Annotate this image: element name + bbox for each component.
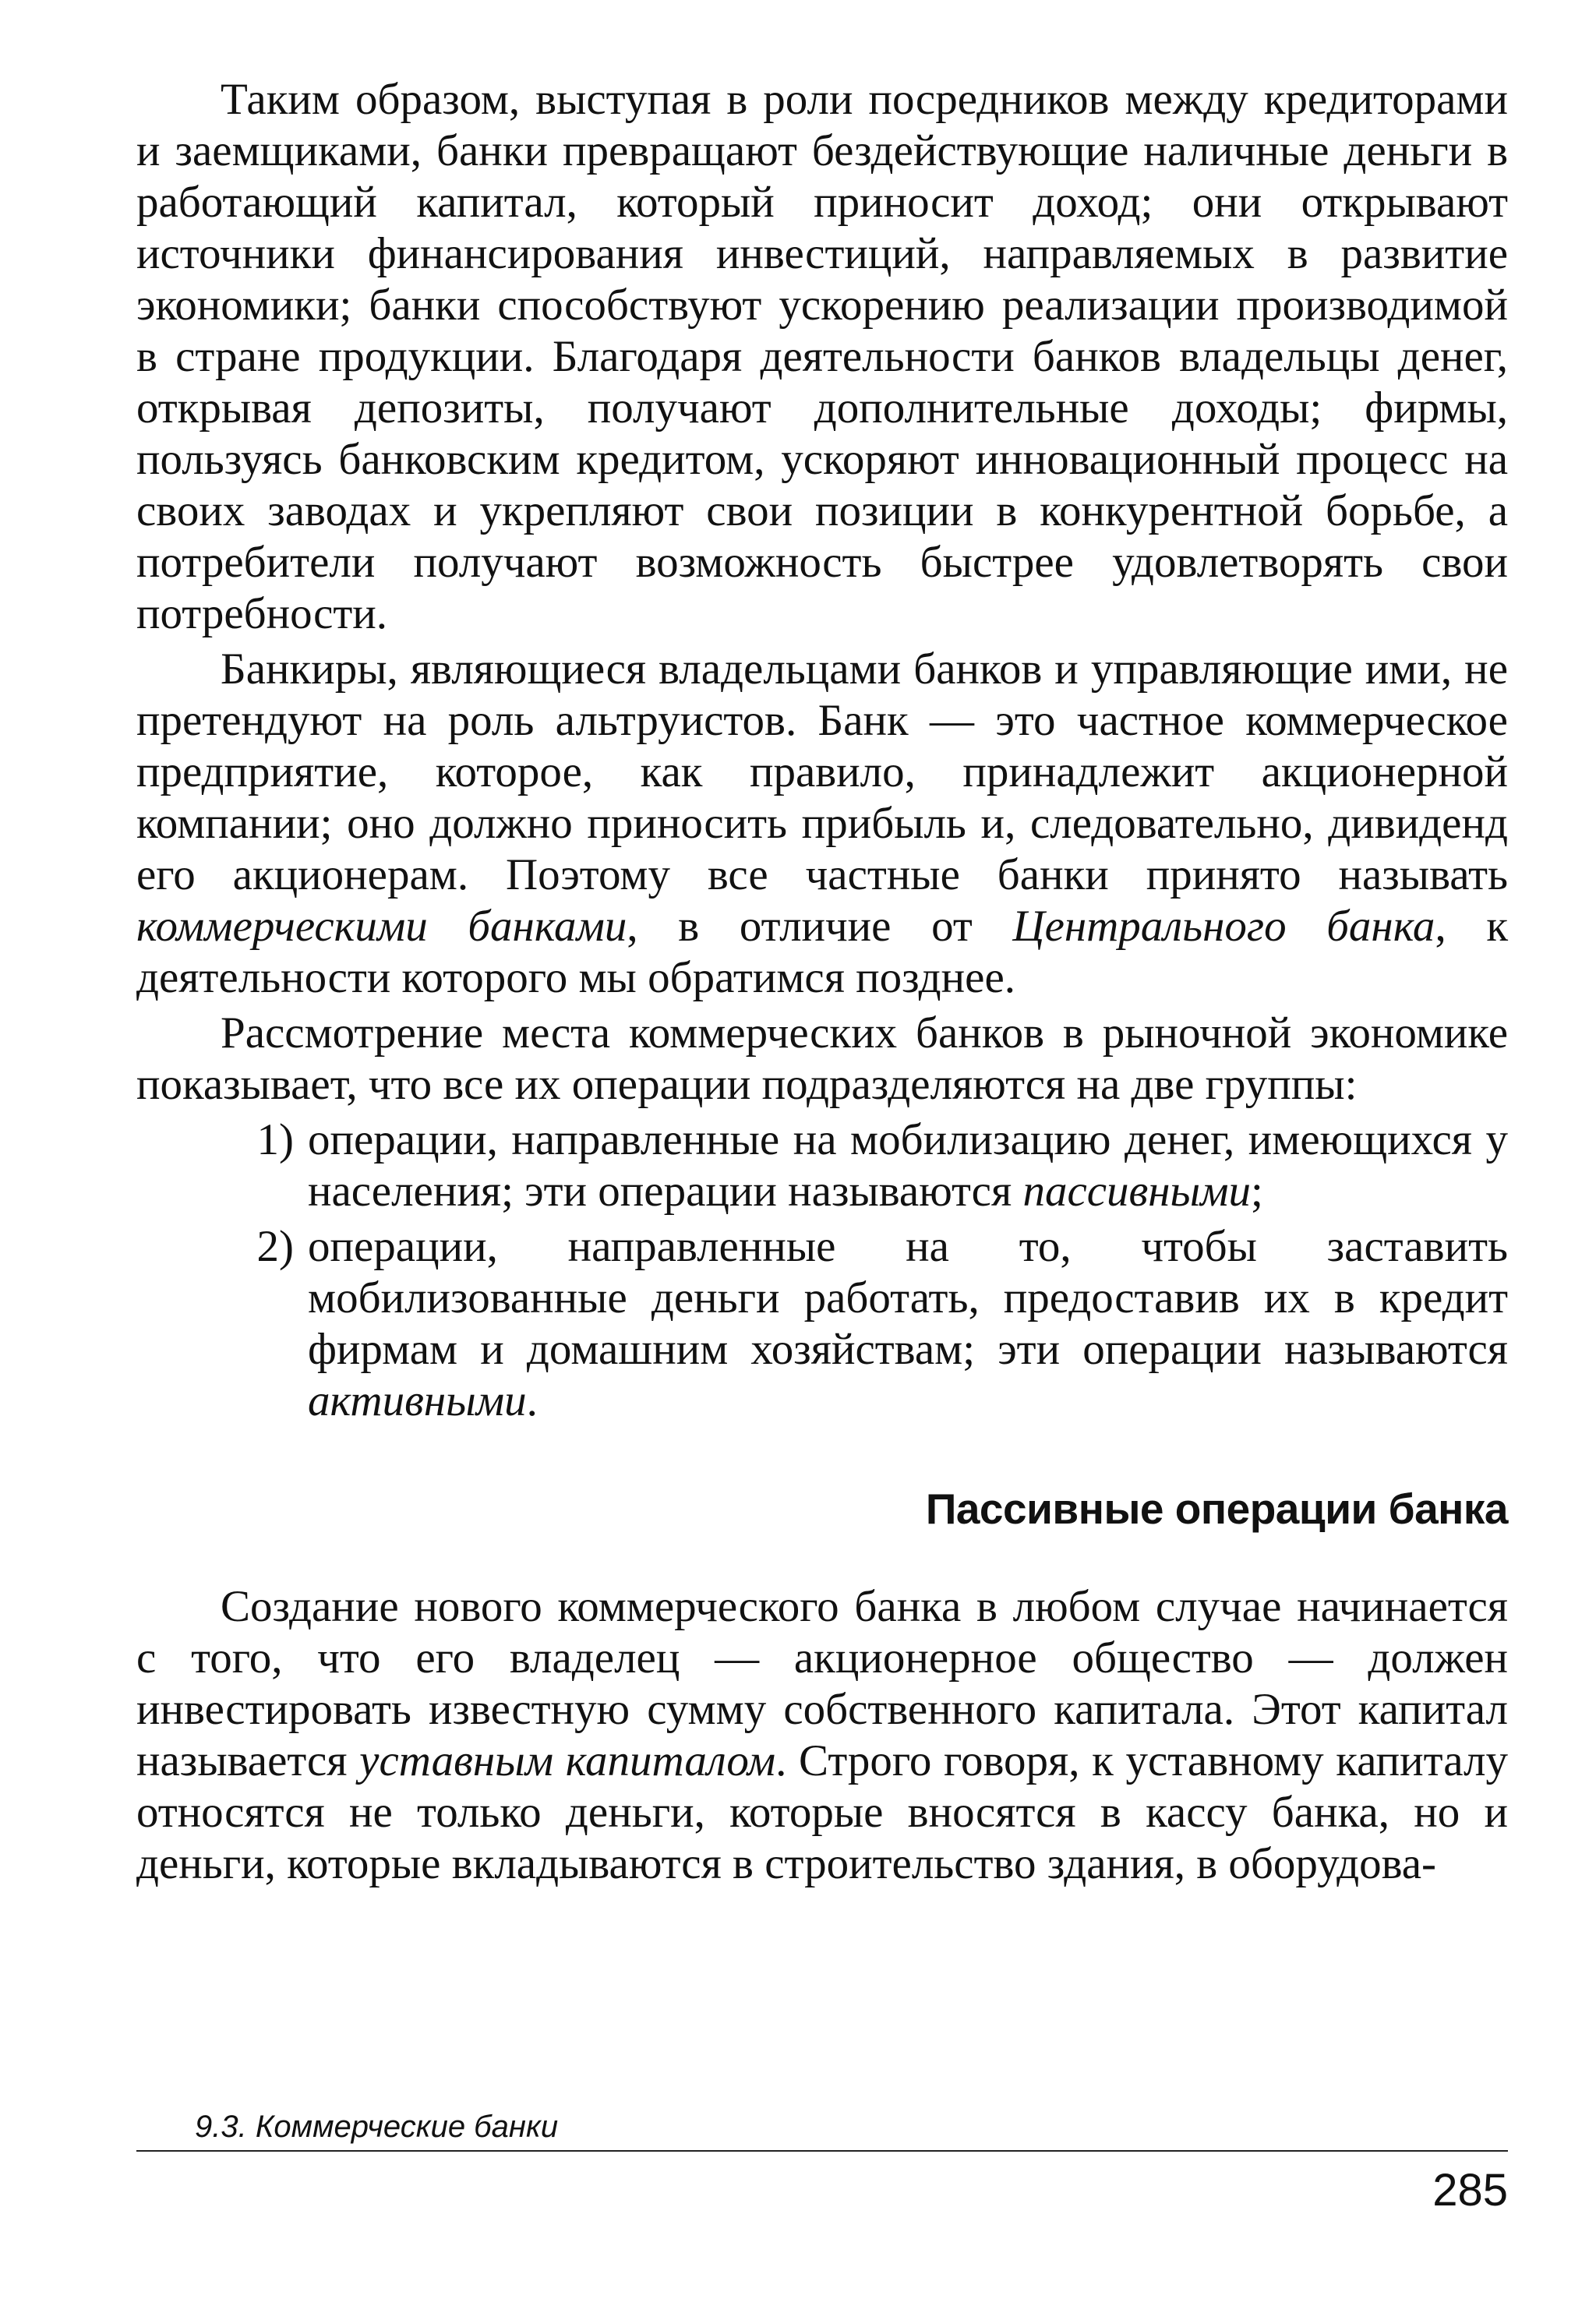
page-number: 285 xyxy=(1432,2165,1508,2216)
paragraph-4-text-a: Создание нового коммерческого банка в любом случае начинается с того, что его владелец — акционерное общество — должен инвестировать известную сумму собственного капитала. Этот капитал называется xyxy=(136,1582,1508,1785)
paragraph-1 xyxy=(136,74,1508,640)
term-passive: пассивными xyxy=(1022,1167,1252,1216)
paragraph-2 xyxy=(136,644,1508,1004)
running-title: 9.3. Коммерческие банки xyxy=(195,2110,559,2144)
paragraph-3-text: Рассмотрение места коммерческих банков в рыночной экономике показывает, что все их операции подразделяются на две группы: xyxy=(136,1008,1508,1109)
paragraph-4 xyxy=(136,1581,1508,1890)
footer-divider xyxy=(136,2150,1508,2152)
operations-list xyxy=(136,1114,1508,1427)
list-item-text xyxy=(308,1114,1508,1217)
term-charter-capital: уставным капиталом xyxy=(359,1736,776,1785)
list-item xyxy=(136,1221,1508,1427)
term-active: активными xyxy=(308,1376,527,1425)
section-heading: Пассивные операции банка xyxy=(925,1485,1508,1533)
paragraph-4-text-b: . Строго говоря, к уставному капиталу относятся не только деньги, которые вносятся в кассу банка, но и деньги, которые вкладываются в строительство здания, в оборудова- xyxy=(136,1736,1508,1888)
list-item-tail: . xyxy=(526,1376,538,1425)
list-item xyxy=(136,1114,1508,1217)
list-item-body: операции, направленные на мобилизацию денег, имеющихся у населения; эти операции называются xyxy=(308,1115,1508,1216)
page-body xyxy=(136,74,1508,1894)
paragraph-1-text: Таким образом, выступая в роли посредников между кредиторами и заемщиками, банки превращают бездействующие наличные деньги в работающий капитал, который приносит доход; они открывают источники финансирования инвестиций, направляемых в развитие экономики; банки способствуют ускорению реализации производимой в стране продукции. Благодаря деятельности банков владельцы денег, открывая депозиты, получают дополнительные доходы; фирмы, пользуясь банковским кредитом, ускоряют инновационный процесс на своих заводах и укрепляют свои позиции в конкурентной борьбе, а потребители получают возможность быстрее удовлетворять свои потребности. xyxy=(136,75,1508,638)
paragraph-2-text-c: , к деятельности которого мы обратимся позднее. xyxy=(136,902,1509,1002)
list-item-number: 2) xyxy=(256,1222,294,1271)
list-item-number: 1) xyxy=(256,1115,294,1164)
page-footer xyxy=(136,2108,1508,2216)
list-item-body: операции, направленные на то, чтобы заставить мобилизованные деньги работать, предоставив их в кредит фирмам и домашним хозяйствам; эти операции называются xyxy=(308,1222,1508,1374)
paragraph-3 xyxy=(136,1008,1508,1111)
paragraph-2-text-b: , в отличие от xyxy=(627,902,1013,951)
list-item-text xyxy=(308,1221,1508,1427)
term-commercial-banks: коммерческими банками xyxy=(136,902,627,951)
list-item-tail: ; xyxy=(1251,1167,1263,1216)
paragraph-2-text-a: Банкиры, являющиеся владельцами банков и управляющие ими, не претендуют на роль альтруистов. Банк — это частное коммерческое предприятие, которое, как правило, принадлежит акционерной компании; оно должно приносить прибыль и, следовательно, дивиденд его акционерам. Поэтому все частные банки принято называть xyxy=(136,644,1508,899)
term-central-bank: Центрального банка xyxy=(1012,902,1435,951)
